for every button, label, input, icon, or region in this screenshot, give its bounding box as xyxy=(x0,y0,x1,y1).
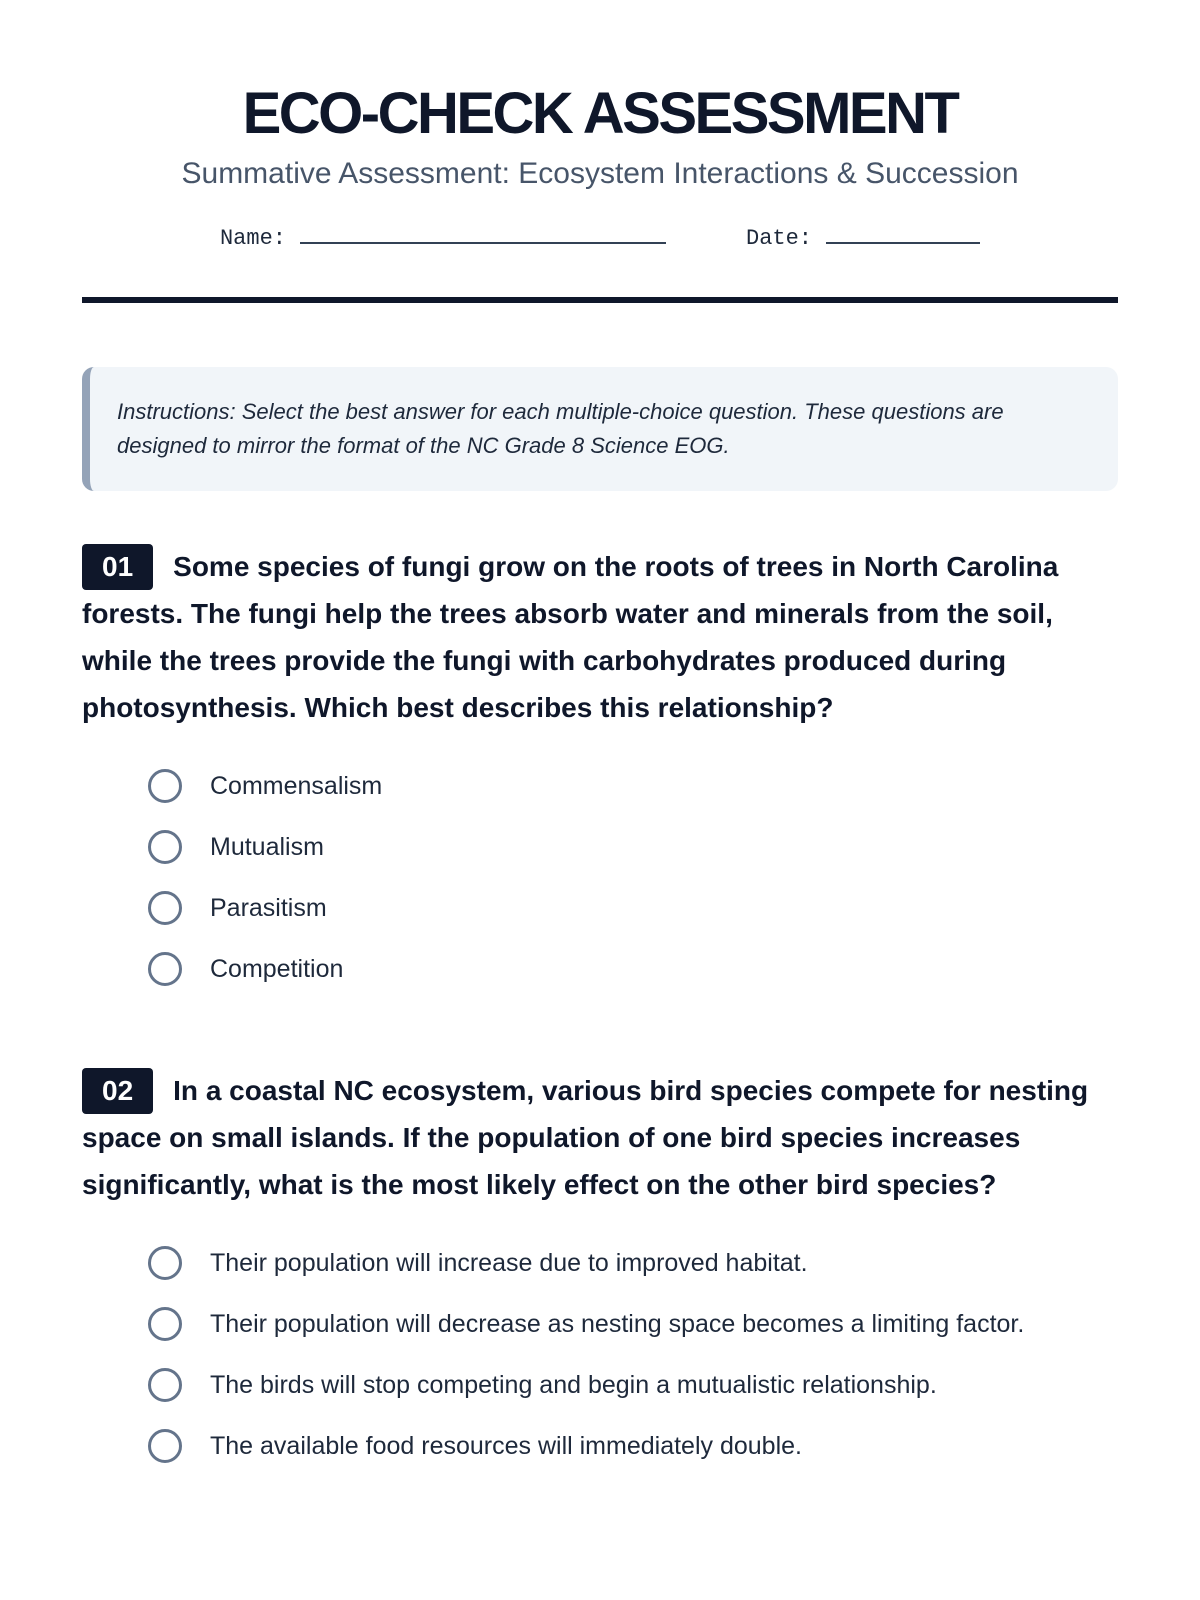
instructions-box: Instructions: Select the best answer for each multiple-choice question. These questions are designed to mirror the format of the NC Grade 8 Science EOG. xyxy=(82,367,1118,491)
student-info-row xyxy=(82,222,1118,251)
answer-option[interactable] xyxy=(148,1415,1118,1476)
radio-button[interactable] xyxy=(148,769,182,803)
question-number-badge: 01 xyxy=(82,544,153,590)
answer-option-label: Commensalism xyxy=(210,771,383,800)
answer-option[interactable] xyxy=(148,877,1118,938)
answer-options xyxy=(82,1232,1118,1476)
answer-option-label: Their population will decrease as nesting space becomes a limiting factor. xyxy=(210,1309,1025,1338)
date-field xyxy=(746,222,980,251)
page-title: ECO-CHECK ASSESSMENT xyxy=(242,81,958,146)
page-subtitle: Summative Assessment: Ecosystem Interactions & Succession xyxy=(181,157,1019,190)
answer-option[interactable] xyxy=(148,1232,1118,1293)
question-stem xyxy=(82,543,1118,731)
radio-button[interactable] xyxy=(148,1368,182,1402)
radio-button[interactable] xyxy=(148,1429,182,1463)
date-blank-line[interactable] xyxy=(826,222,980,244)
answer-option[interactable] xyxy=(148,1293,1118,1354)
radio-button[interactable] xyxy=(148,1246,182,1280)
radio-button[interactable] xyxy=(148,891,182,925)
header-divider xyxy=(82,297,1118,303)
name-field xyxy=(220,222,666,251)
name-blank-line[interactable] xyxy=(300,222,666,244)
radio-button[interactable] xyxy=(148,952,182,986)
answer-option[interactable] xyxy=(148,755,1118,816)
date-label: Date: xyxy=(746,226,813,251)
answer-option[interactable] xyxy=(148,1354,1118,1415)
question-text: Some species of fungi grow on the roots of trees in North Carolina forests. The fungi help the trees absorb water and minerals from the soil, while the trees provide the fungi with carbohydrates produced during photosynthesis. Which best describes this relationship? xyxy=(82,551,1059,723)
answer-options xyxy=(82,755,1118,999)
answer-option-label: Their population will increase due to improved habitat. xyxy=(210,1248,808,1277)
question-number-badge: 02 xyxy=(82,1068,153,1114)
answer-option-label: The available food resources will immediately double. xyxy=(210,1431,802,1460)
answer-option-label: Mutualism xyxy=(210,832,324,861)
answer-option-label: The birds will stop competing and begin a mutualistic relationship. xyxy=(210,1370,937,1399)
answer-option[interactable] xyxy=(148,938,1118,999)
question-2 xyxy=(82,1067,1118,1476)
name-label: Name: xyxy=(219,226,286,251)
answer-option-label: Competition xyxy=(210,954,344,983)
question-1 xyxy=(82,543,1118,999)
question-text: In a coastal NC ecosystem, various bird species compete for nesting space on small islands. If the population of one bird species increases significantly, what is the most likely effect on the other bird species? xyxy=(82,1075,1089,1200)
radio-button[interactable] xyxy=(148,1307,182,1341)
question-stem xyxy=(82,1067,1118,1208)
answer-option[interactable] xyxy=(148,816,1118,877)
answer-option-label: Parasitism xyxy=(210,893,327,922)
radio-button[interactable] xyxy=(148,830,182,864)
